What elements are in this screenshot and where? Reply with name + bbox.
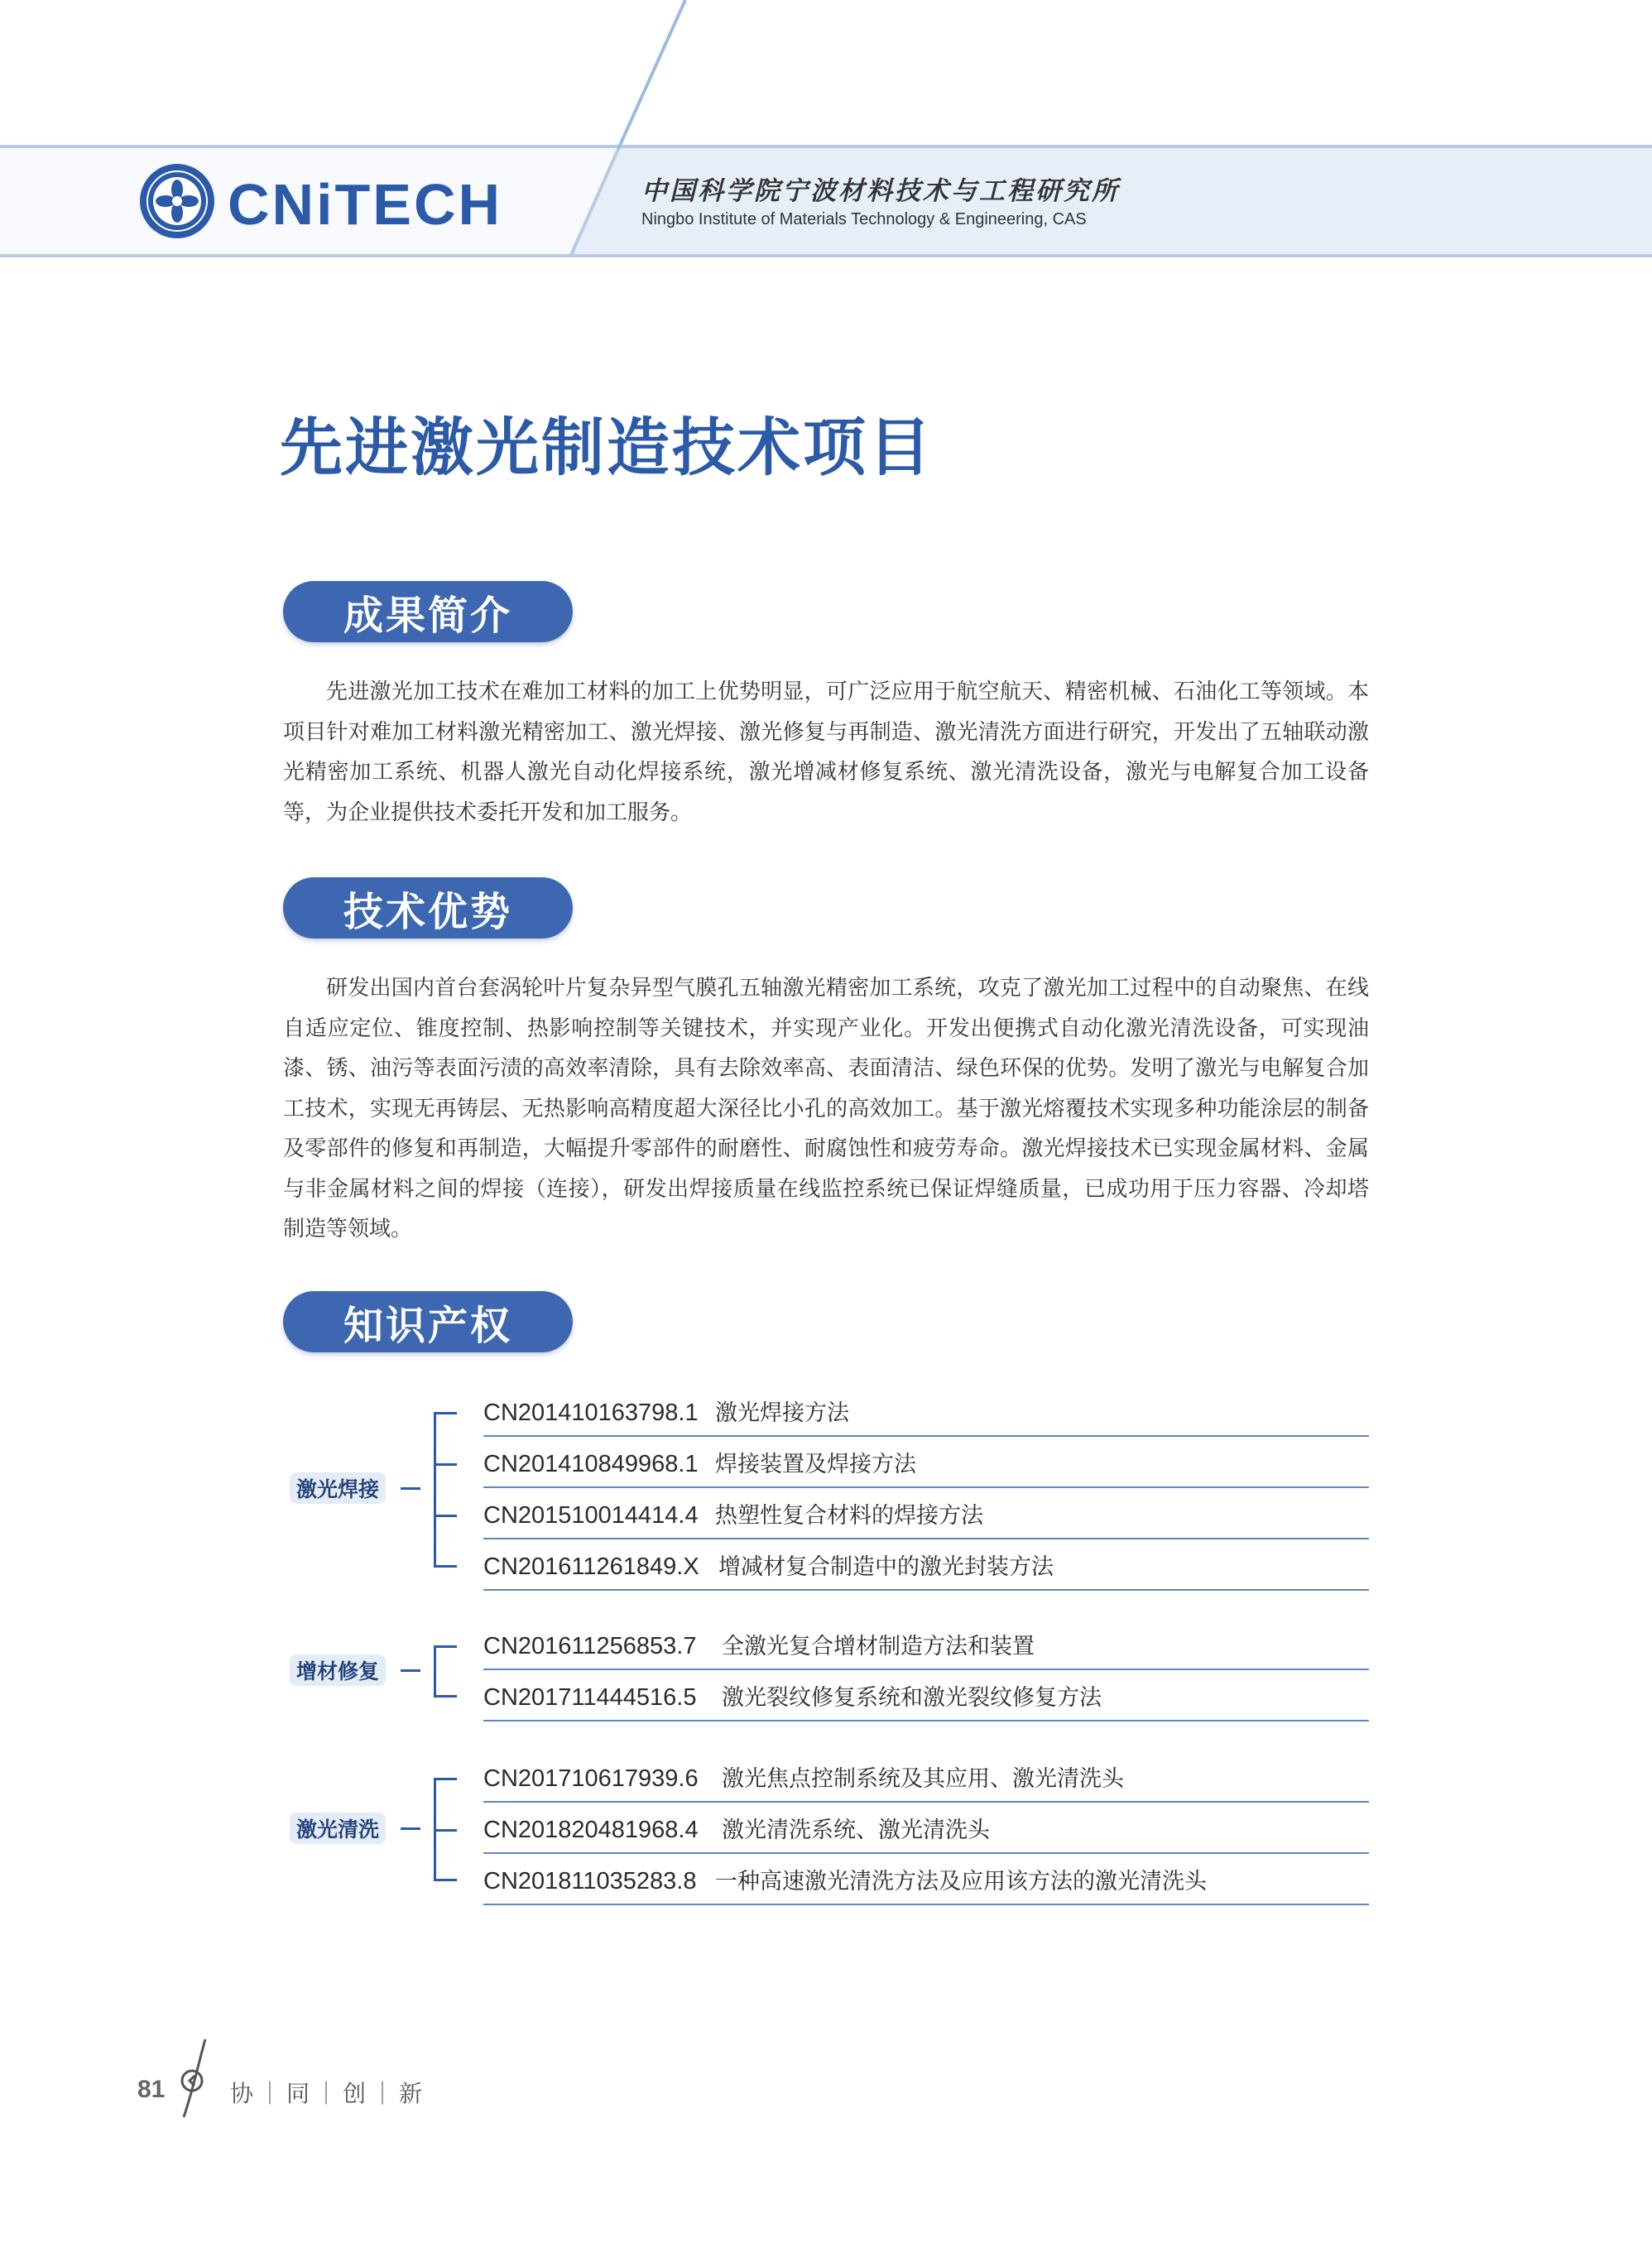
footer-swoosh-icon <box>174 2038 215 2120</box>
patent-title: 全激光复合增材制造方法和装置 <box>722 1634 1035 1659</box>
patent-category-laser-cleaning: 激光清洗 <box>290 1813 386 1844</box>
bracket-spine <box>434 1645 436 1697</box>
patent-row <box>483 1491 1369 1539</box>
patent-number: CN201611256853.7 <box>483 1633 697 1659</box>
patent-number: CN201811035283.8 <box>483 1868 697 1894</box>
patent-title: 增减材复合制造中的激光封装方法 <box>718 1554 1054 1580</box>
section-heading-advantage: 技术优势 <box>283 877 573 939</box>
patent-row <box>483 1755 1369 1803</box>
patent-row <box>483 1674 1369 1722</box>
patent-row <box>483 1543 1369 1591</box>
intro-paragraph: 先进激光加工技术在难加工材料的加工上优势明显，可广泛应用于航空航天、精密机械、石油化工等领域。本项目针对难加工材料激光精密加工、激光焊接、激光修复与再制造、激光清洗方面进行研究，开发出了五轴联动激光精密加工系统、机器人激光自动化焊接系统，激光增减材修复系统、激光清洗设备，激光与电解复合加工设备等，为企业提供技术委托开发和加工服务。 <box>283 680 1369 825</box>
patent-row <box>483 1440 1369 1488</box>
page-title: 先进激光制造技术项目 <box>280 411 934 484</box>
patent-title: 激光焦点控制系统及其应用、激光清洗头 <box>722 1766 1124 1792</box>
patent-title: 焊接装置及焊接方法 <box>715 1452 916 1477</box>
patent-title: 激光清洗系统、激光清洗头 <box>722 1818 990 1843</box>
patent-category-additive-repair: 增材修复 <box>290 1654 386 1686</box>
patent-title: 热塑性复合材料的焊接方法 <box>715 1503 983 1529</box>
footer-slogan: 协｜同｜创｜新 <box>230 2080 428 2107</box>
bracket-connector <box>401 1827 420 1830</box>
cas-logo-icon <box>137 161 217 241</box>
patent-row <box>483 1806 1369 1854</box>
bracket-tick <box>434 1695 457 1698</box>
patent-title: 激光裂纹修复系统和激光裂纹修复方法 <box>722 1685 1102 1711</box>
bracket-tick <box>434 1778 457 1780</box>
advantage-paragraph: 研发出国内首台套涡轮叶片复杂异型气膜孔五轴激光精密加工系统，攻克了激光加工过程中的自动聚焦、在线自适应定位、锥度控制、热影响控制等关键技术，并实现产业化。开发出便携式自动化激光清洗设备，可实现油漆、锈、油污等表面污渍的高效率清除，具有去除效率高、表面清洁、绿色环保的优势。发明了激光与电解复合加工技术，实现无再铸层、无热影响高精度超大深径比小孔的高效加工。基于激光熔覆技术实现多种功能涂层的制备及零部件的修复和再制造，大幅提升零部件的耐磨性、耐腐蚀性和疲劳寿命。激光焊接技术已实现金属材料、金属与非金属材料之间的焊接（连接），研发出焊接质量在线监控系统已保证焊缝质量，已成功用于压力容器、冷却塔制造等领域。 <box>283 976 1369 1241</box>
page-number: 81 <box>137 2076 166 2103</box>
patent-row <box>483 1389 1369 1437</box>
bracket-tick <box>434 1463 457 1466</box>
patent-number: CN201510014414.4 <box>483 1502 699 1529</box>
bracket-tick <box>434 1645 457 1648</box>
bracket-spine <box>434 1412 436 1568</box>
bracket-tick <box>434 1412 457 1414</box>
patent-number: CN201820481968.4 <box>483 1817 699 1843</box>
bracket-tick <box>434 1829 457 1832</box>
section-heading-intro: 成果简介 <box>283 581 573 642</box>
brand-wordmark: CNiTECH <box>228 172 503 237</box>
patent-row <box>483 1857 1369 1905</box>
bracket-connector <box>401 1669 420 1672</box>
patent-title: 一种高速激光清洗方法及应用该方法的激光清洗头 <box>715 1869 1207 1894</box>
patent-title: 激光焊接方法 <box>715 1400 849 1426</box>
patent-number: CN201410849968.1 <box>483 1451 699 1477</box>
patent-number: CN201711444516.5 <box>483 1684 697 1711</box>
bracket-tick <box>434 1565 457 1568</box>
institute-name-en: Ningbo Institute of Materials Technology & Engineering, CAS <box>641 210 1087 228</box>
bracket-tick <box>434 1515 457 1517</box>
patent-row <box>483 1622 1369 1670</box>
patent-number: CN201710617939.6 <box>483 1765 699 1792</box>
section-heading-ip: 知识产权 <box>283 1291 573 1352</box>
bracket-tick <box>434 1879 457 1881</box>
patent-number: CN201611261849.X <box>483 1553 699 1580</box>
bracket-connector <box>401 1487 420 1490</box>
institute-name-cn: 中国科学院宁波材料技术与工程研究所 <box>641 176 1120 206</box>
patent-number: CN201410163798.1 <box>483 1400 699 1426</box>
patent-category-welding: 激光焊接 <box>290 1472 386 1504</box>
